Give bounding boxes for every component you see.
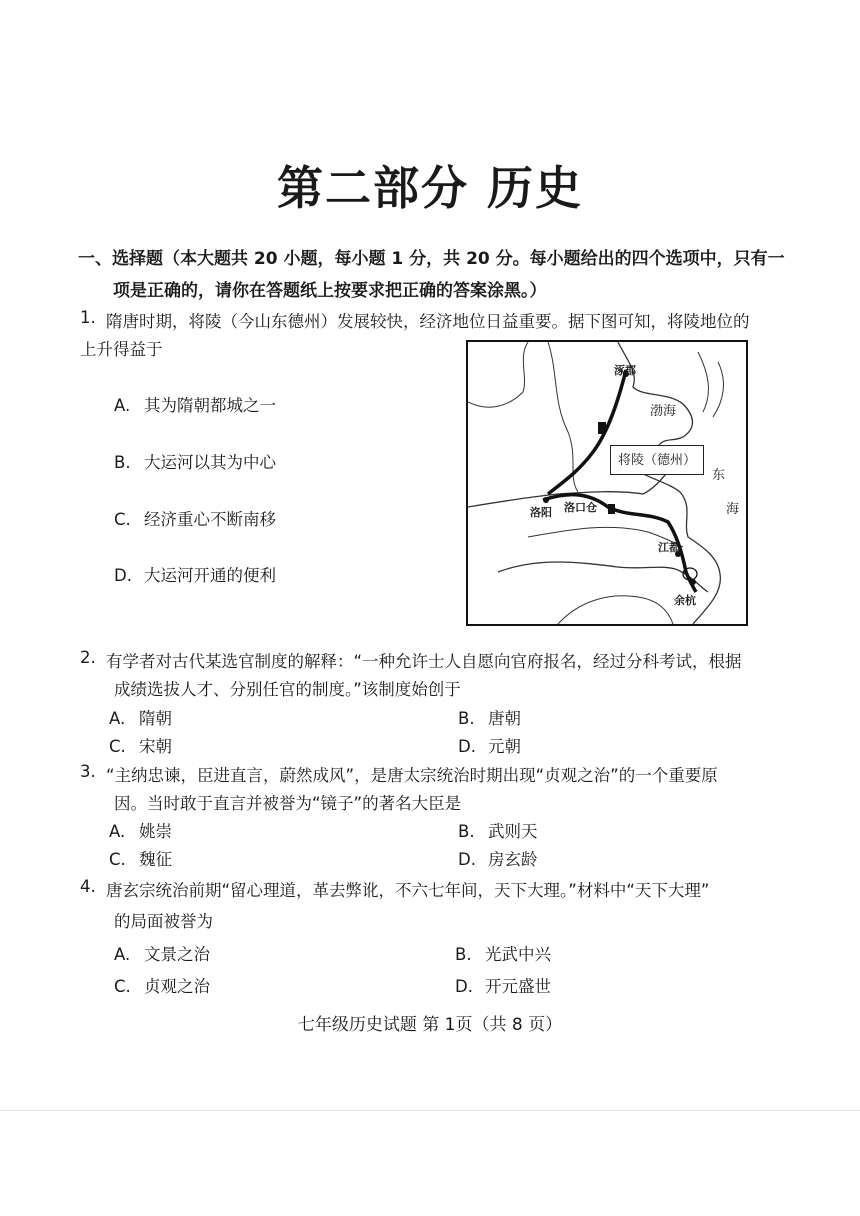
question-4-option-d[interactable]	[455, 973, 551, 997]
boat-icon	[598, 422, 606, 434]
question-4-number: 4.	[80, 877, 96, 896]
coastline	[618, 342, 720, 624]
map-label-yuhang: 余杭	[674, 594, 696, 607]
question-3-option-a[interactable]	[109, 818, 172, 842]
map-label-jiangling: 将陵（德州）	[610, 445, 704, 475]
map-label-jiangdu: 江都	[658, 541, 680, 554]
option-letter: A.	[109, 822, 126, 841]
question-4-option-b[interactable]	[455, 941, 551, 965]
option-text: 光武中兴	[485, 945, 551, 964]
page-title: 第二部分 历史	[276, 161, 583, 215]
grand-canal-map	[466, 340, 748, 626]
question-3-option-d[interactable]	[458, 846, 538, 870]
option-letter: B.	[458, 709, 475, 728]
grand-canal-north	[548, 370, 626, 494]
question-4-option-c[interactable]	[114, 973, 210, 997]
city-luoyang-dot	[543, 497, 549, 503]
question-4-text-line1: 唐玄宗统治前期“留心理道，革去弊讹，不六七年间，天下大理。”材料中“天下大理”	[106, 881, 710, 900]
question-1-option-b[interactable]	[114, 449, 276, 473]
option-text: 开元盛世	[485, 977, 551, 996]
option-letter: B.	[455, 945, 472, 964]
question-2-option-a[interactable]	[109, 705, 172, 729]
question-2-text-line1: 有学者对古代某选官制度的解释：“一种允许士人自愿向官府报名，经过分科考试，根据	[106, 652, 742, 671]
question-3-text-line2: 因。当时敢于直言并被誉为“镜子”的著名大臣是	[114, 794, 462, 813]
question-1-text-line2: 上升得益于	[80, 340, 163, 359]
option-letter: A.	[114, 945, 131, 964]
map-label-zhuojun: 涿郡	[614, 364, 636, 377]
question-2-option-b[interactable]	[458, 705, 521, 729]
map-label-bohai: 渤海	[650, 404, 677, 419]
map-label-luokoucang: 洛口仓	[564, 501, 597, 514]
option-letter: C.	[109, 737, 126, 756]
question-4-text-line2: 的局面被誉为	[114, 912, 213, 931]
option-letter: C.	[109, 850, 126, 869]
question-3-text-line1: “主纳忠谏，臣进直言，蔚然成风”，是唐太宗统治时期出现“贞观之治”的一个重要原	[106, 766, 718, 785]
river-northwest	[548, 342, 578, 492]
option-text: 其为隋朝都城之一	[144, 396, 276, 415]
map-label-luoyang: 洛阳	[530, 506, 552, 519]
map-label-dong: 东	[712, 468, 726, 483]
option-letter: D.	[458, 737, 476, 756]
question-2-option-d[interactable]	[458, 733, 521, 757]
question-2-text-line2: 成绩选拔人才、分别任官的制度。”该制度始创于	[114, 680, 461, 699]
question-3-option-c[interactable]	[109, 846, 172, 870]
page-footer: 七年级历史试题 第 1页（共 8 页）	[297, 1015, 563, 1035]
option-text: 隋朝	[139, 709, 172, 728]
boat-icon	[608, 504, 615, 514]
question-4-option-a[interactable]	[114, 941, 210, 965]
option-text: 大运河以其为中心	[144, 453, 276, 472]
option-text: 宋朝	[139, 737, 172, 756]
option-text: 大运河开通的便利	[144, 566, 276, 585]
yangtze-river	[498, 562, 708, 592]
option-text: 元朝	[488, 737, 521, 756]
option-letter: D.	[458, 850, 476, 869]
question-1-text-line1: 隋唐时期，将陵（今山东德州）发展较快，经济地位日益重要。据下图可知，将陵地位的	[106, 312, 750, 331]
question-2-option-c[interactable]	[109, 733, 172, 757]
question-3-option-b[interactable]	[458, 818, 538, 842]
option-letter: C.	[114, 510, 131, 529]
option-letter: A.	[114, 396, 131, 415]
map-drawing	[468, 342, 746, 624]
option-text: 房玄龄	[488, 850, 538, 869]
coast-detail	[698, 352, 723, 417]
section-header-line2: 项是正确的，请你在答题纸上按要求把正确的答案涂黑。）	[113, 281, 547, 301]
option-text: 经济重心不断南移	[144, 510, 276, 529]
question-3-number: 3.	[80, 762, 96, 781]
option-text: 魏征	[139, 850, 172, 869]
question-1-option-d[interactable]	[114, 562, 276, 586]
option-letter: D.	[114, 566, 132, 585]
option-letter: D.	[455, 977, 473, 996]
option-letter: C.	[114, 977, 131, 996]
option-text: 武则天	[488, 822, 538, 841]
option-text: 唐朝	[488, 709, 521, 728]
option-text: 贞观之治	[144, 977, 210, 996]
option-letter: B.	[114, 453, 131, 472]
question-1-option-a[interactable]	[114, 392, 276, 416]
map-label-hai: 海	[726, 502, 740, 517]
river-south	[558, 596, 673, 624]
option-text: 文景之治	[144, 945, 210, 964]
option-letter: A.	[109, 709, 126, 728]
section-header-line1: 一、选择题（本大题共 20 小题，每小题 1 分，共 20 分。每小题给出的四个选项中，只有一	[78, 249, 785, 269]
page-divider	[0, 1110, 860, 1111]
option-letter: B.	[458, 822, 475, 841]
question-1-option-c[interactable]	[114, 506, 276, 530]
option-text: 姚崇	[139, 822, 172, 841]
question-1-number: 1.	[80, 308, 96, 327]
river-north	[468, 342, 528, 407]
question-2-number: 2.	[80, 648, 96, 667]
